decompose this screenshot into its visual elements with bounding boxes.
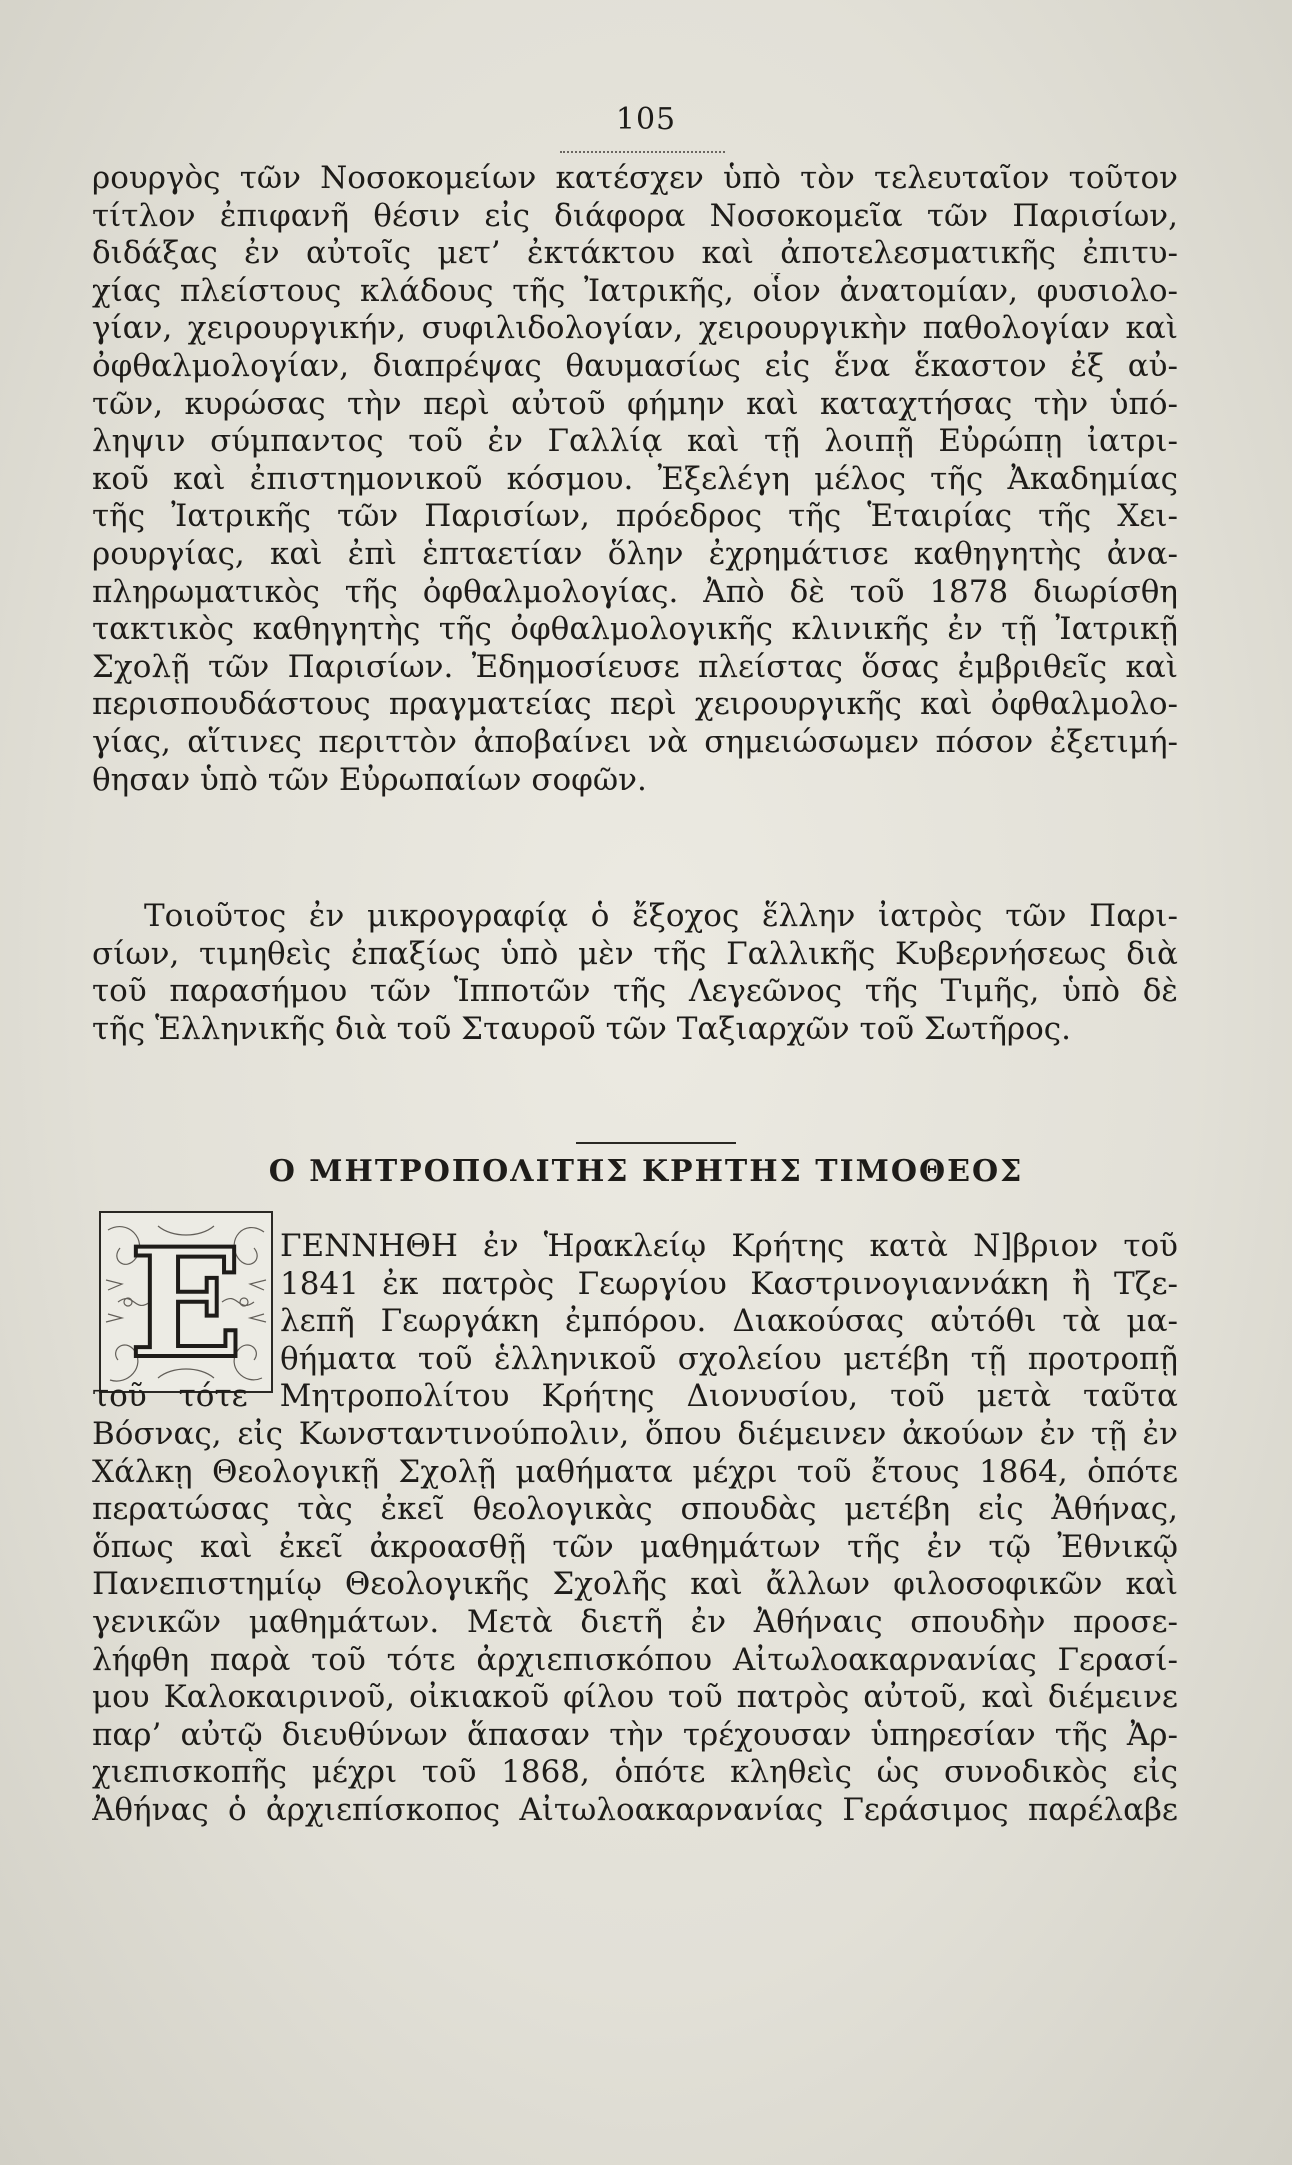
text-line: γίαν, χειρουργικήν, συφιλιδολογίαν, χειρουργικὴν παθολογίαν καὶ xyxy=(92,310,1178,347)
text-line: λήφθη παρὰ τοῦ τότε ἀρχιεπισκόπου Αἰτωλοακαρνανίας Γερασί- xyxy=(92,1641,1178,1678)
text-line: Χάλκῃ Θεολογικῇ Σχολῇ μαθήματα μέχρι τοῦ ἔτους 1864, ὁπότε xyxy=(92,1453,1178,1490)
text-line: χιεπισκοπῆς μέχρι τοῦ 1868, ὁπότε κληθεὶς ὡς συνοδικὸς εἰς xyxy=(92,1754,1178,1791)
drop-cap-letter: Ε xyxy=(128,1216,244,1392)
text-line: Τοιοῦτος ἐν μικρογραφίᾳ ὁ ἔξοχος ἕλλην ἰατρὸς τῶν Παρι- xyxy=(144,898,1178,934)
paragraph-biography xyxy=(92,1228,1178,1830)
text-line: παρ’ αὐτῷ διευθύνων ἅπασαν τὴν τρέχουσαν ὑπηρεσίαν τῆς Ἀρ- xyxy=(92,1716,1178,1753)
text-line: διδάξας ἐν αὐτοῖς μετ’ ἐκτάκτου καὶ ἀποτελεσματικῆς ἐπιτυ- xyxy=(92,235,1178,272)
text-line: τοῦ παρασήμου τῶν Ἱπποτῶν τῆς Λεγεῶνος τῆς Τιμῆς, ὑπὸ δὲ xyxy=(92,973,1178,1010)
text-line: τῶν, κυρώσας τὴν περὶ αὐτοῦ φήμην καὶ καταχτήσας τὴν ὑπό- xyxy=(92,385,1178,422)
text-line: πληρωματικὸς τῆς ὀφθαλμολογίας. Ἀπὸ δὲ τοῦ 1878 διωρίσθη xyxy=(92,573,1178,610)
text-line: σίων, τιμηθεὶς ἐπαξίως ὑπὸ μὲν τῆς Γαλλικῆς Κυβερνήσεως διὰ xyxy=(92,935,1178,972)
text-line: Ἀθήνας ὁ ἀρχιεπίσκοπος Αἰτωλοακαρνανίας Γεράσιμος παρέλαβε xyxy=(92,1791,1178,1828)
page-number: 105 xyxy=(615,102,677,137)
paragraph-continuation xyxy=(92,160,1178,799)
text-line: μου Καλοκαιρινοῦ, οἰκιακοῦ φίλου τοῦ πατρὸς αὐτοῦ, καὶ διέμεινε xyxy=(92,1679,1178,1716)
paragraph-summary xyxy=(92,898,1178,1048)
text-line: θήματα τοῦ ἑλληνικοῦ σχολείου μετέβη τῇ προτροπῇ xyxy=(280,1340,1178,1377)
section-heading: Ο ΜΗΤΡΟΠΟΛΙΤΗΣ ΚΡΗΤΗΣ ΤΙΜΟΘΕΟΣ xyxy=(268,1154,1024,1189)
text-line: περατώσας τὰς ἐκεῖ θεολογικὰς σπουδὰς μετέβη εἰς Ἀθήνας, xyxy=(92,1491,1178,1528)
page-number-underline xyxy=(560,151,725,153)
text-line: τῆς Ἑλληνικῆς διὰ τοῦ Σταυροῦ τῶν Ταξιαρχῶν τοῦ Σωτῆρος. xyxy=(92,1010,1072,1047)
section-separator xyxy=(576,1142,736,1144)
text-line: ΓΕΝΝΗΘΗ ἐν Ἡρακλείῳ Κρήτης κατὰ Ν]βριον τοῦ xyxy=(280,1228,1178,1264)
text-line: τακτικὸς καθηγητὴς τῆς ὀφθαλμολογικῆς κλινικῆς ἐν τῇ Ἰατρικῇ xyxy=(92,611,1178,648)
text-line: λεπῆ Γεωργάκη ἐμπόρου. Διακούσας αὐτόθι τὰ μα- xyxy=(280,1303,1178,1340)
text-line: τῆς Ἰατρικῆς τῶν Παρισίων, πρόεδρος τῆς Ἑταιρίας τῆς Χει- xyxy=(92,498,1178,535)
text-line: περισπουδάστους πραγματείας περὶ χειρουργικῆς καὶ ὀφθαλμολο- xyxy=(92,686,1178,723)
text-line: 1841 ἐκ πατρὸς Γεωργίου Καστρινογιαννάκη ἢ Τζε- xyxy=(280,1265,1178,1302)
text-line: Βόσνας, εἰς Κωνσταντινούπολιν, ὅπου διέμεινεν ἀκούων ἐν τῇ ἐν xyxy=(92,1415,1178,1452)
text-line: Πανεπιστημίῳ Θεολογικῆς Σχολῆς καὶ ἄλλων φιλοσοφικῶν καὶ xyxy=(92,1566,1178,1603)
text-line: θησαν ὑπὸ τῶν Εὐρωπαίων σοφῶν. xyxy=(92,761,647,798)
text-line: ρουργὸς τῶν Νοσοκομείων κατέσχεν ὑπὸ τὸν τελευταῖον τοῦτον xyxy=(92,160,1178,196)
text-line: κοῦ καὶ ἐπιστημονικοῦ κόσμου. Ἐξελέγη μέλος τῆς Ἀκαδημίας xyxy=(92,460,1178,497)
text-line: ρουργίας, καὶ ἐπὶ ἑπταετίαν ὅλην ἐχρημάτισε καθηγητὴς ἀνα- xyxy=(92,535,1178,572)
text-line: ὅπως καὶ ἐκεῖ ἀκροασθῇ τῶν μαθημάτων τῆς ἐν τῷ Ἐθνικῷ xyxy=(92,1528,1178,1565)
text-line: γίας, αἵτινες περιττὸν ἀποβαίνει νὰ σημειώσωμεν πόσον ἐξετιμή- xyxy=(92,723,1178,760)
text-line: γενικῶν μαθημάτων. Μετὰ διετῆ ἐν Ἀθήναις σπουδὴν προσε- xyxy=(92,1603,1178,1640)
text-line: ὀφθαλμολογίαν, διαπρέψας θαυμασίως εἰς ἕνα ἕκαστον ἐξ αὐ- xyxy=(92,347,1178,384)
text-line: Σχολῇ τῶν Παρισίων. Ἐδημοσίευσε πλείστας ὅσας ἐμβριθεῖς καὶ xyxy=(92,648,1178,685)
text-line: τίτλον ἐπιφανῆ θέσιν εἰς διάφορα Νοσοκομεῖα τῶν Παρισίων, xyxy=(92,197,1178,234)
text-line: τοῦ τότε Μητροπολίτου Κρήτης Διονυσίου, τοῦ μετὰ ταῦτα xyxy=(92,1378,1178,1415)
text-line: ληψιν σύμπαντος τοῦ ἐν Γαλλίᾳ καὶ τῇ λοιπῇ Εὐρώπῃ ἰατρι- xyxy=(92,423,1178,460)
text-line: χίας πλείστους κλάδους τῆς Ἰατρικῆς, οἷον ἀνατομίαν, φυσιολο- xyxy=(92,272,1178,309)
